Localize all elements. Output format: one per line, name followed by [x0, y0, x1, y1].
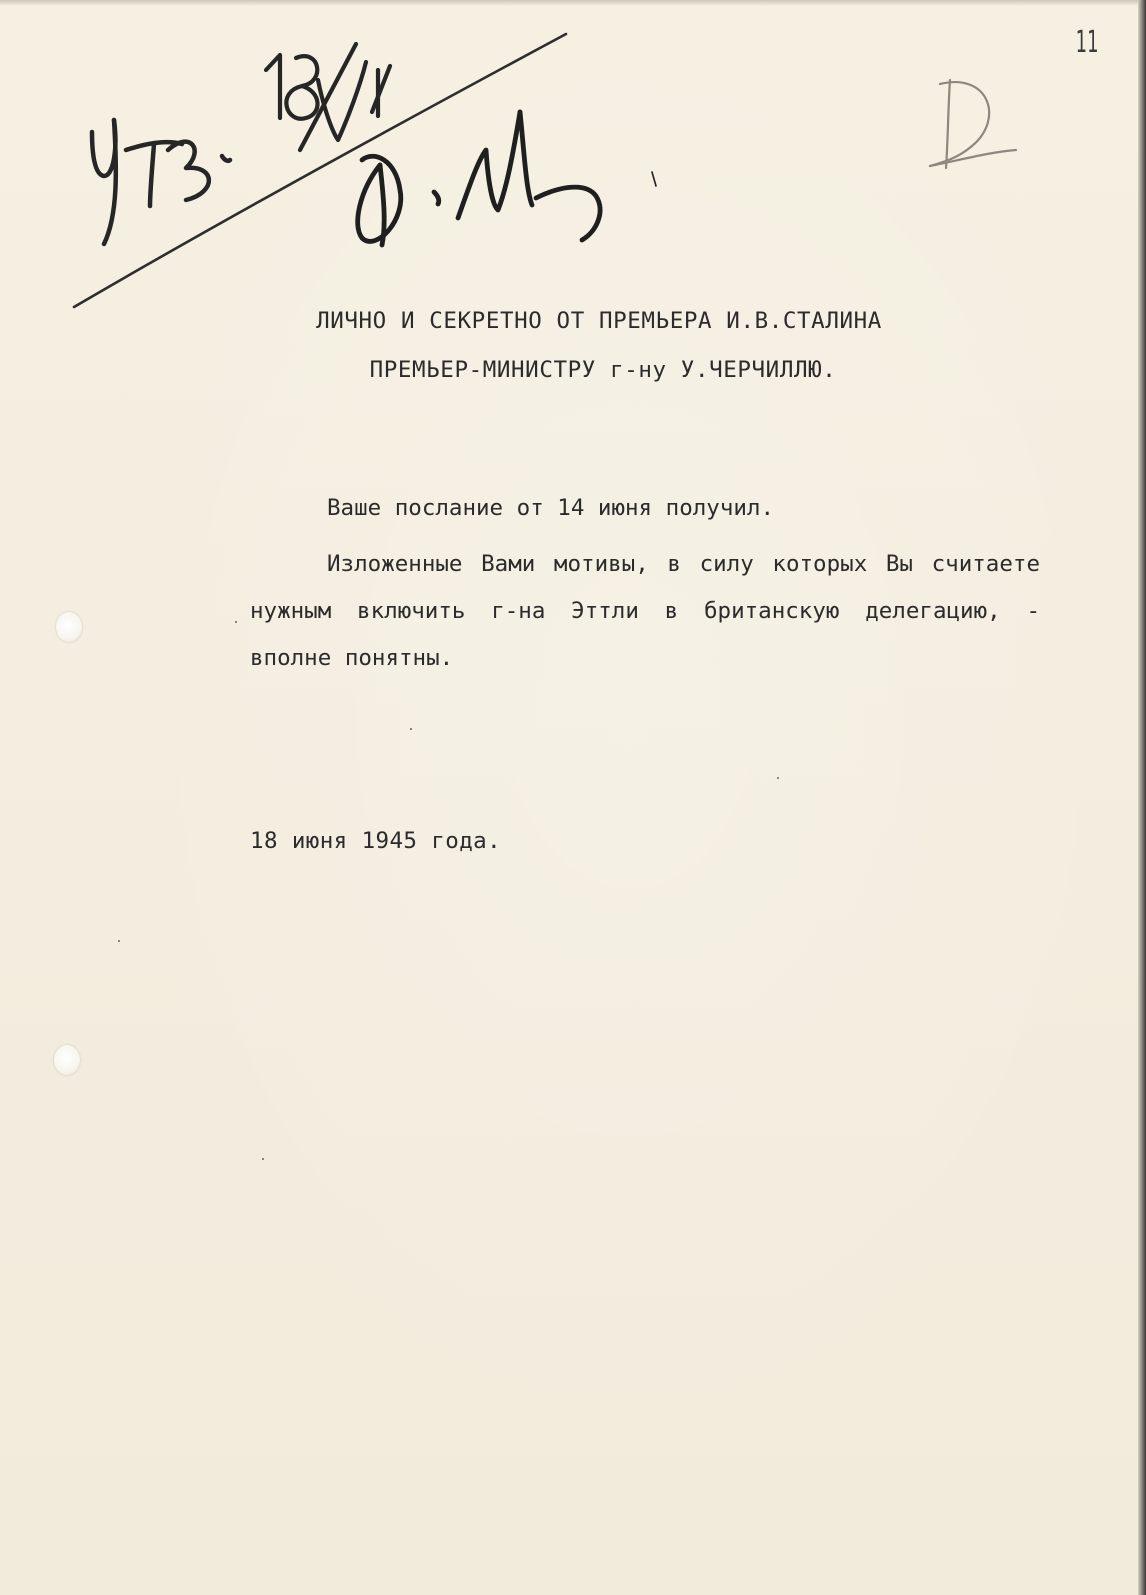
initials-handwriting [358, 112, 656, 245]
sheet-number: 11 [1075, 25, 1099, 60]
date-handwriting [266, 44, 390, 150]
title-line-1: ЛИЧНО И СЕКРЕТНО ОТ ПРЕМЬЕРА И.В.СТАЛИНА [316, 308, 882, 334]
pencil-slash-line [74, 34, 566, 307]
title-line-2: ПРЕМЬЕР-МИНИСТРУ г-ну У.ЧЕРЧИЛЛЮ. [369, 357, 837, 383]
approval-handwriting [92, 120, 230, 244]
letter-date: 18 июня 1945 года. [250, 828, 502, 854]
letter-body [250, 485, 1040, 682]
body-paragraph-2: Изложенные Вами мотивы, в силу которых Вы считаете нужным включить г-на Эттли в британскую делегацию, - вполне понятны. [250, 551, 1040, 671]
corner-mark-handwriting [930, 80, 1016, 168]
body-paragraph-1: Ваше послание от 14 июня получил. [327, 495, 775, 521]
